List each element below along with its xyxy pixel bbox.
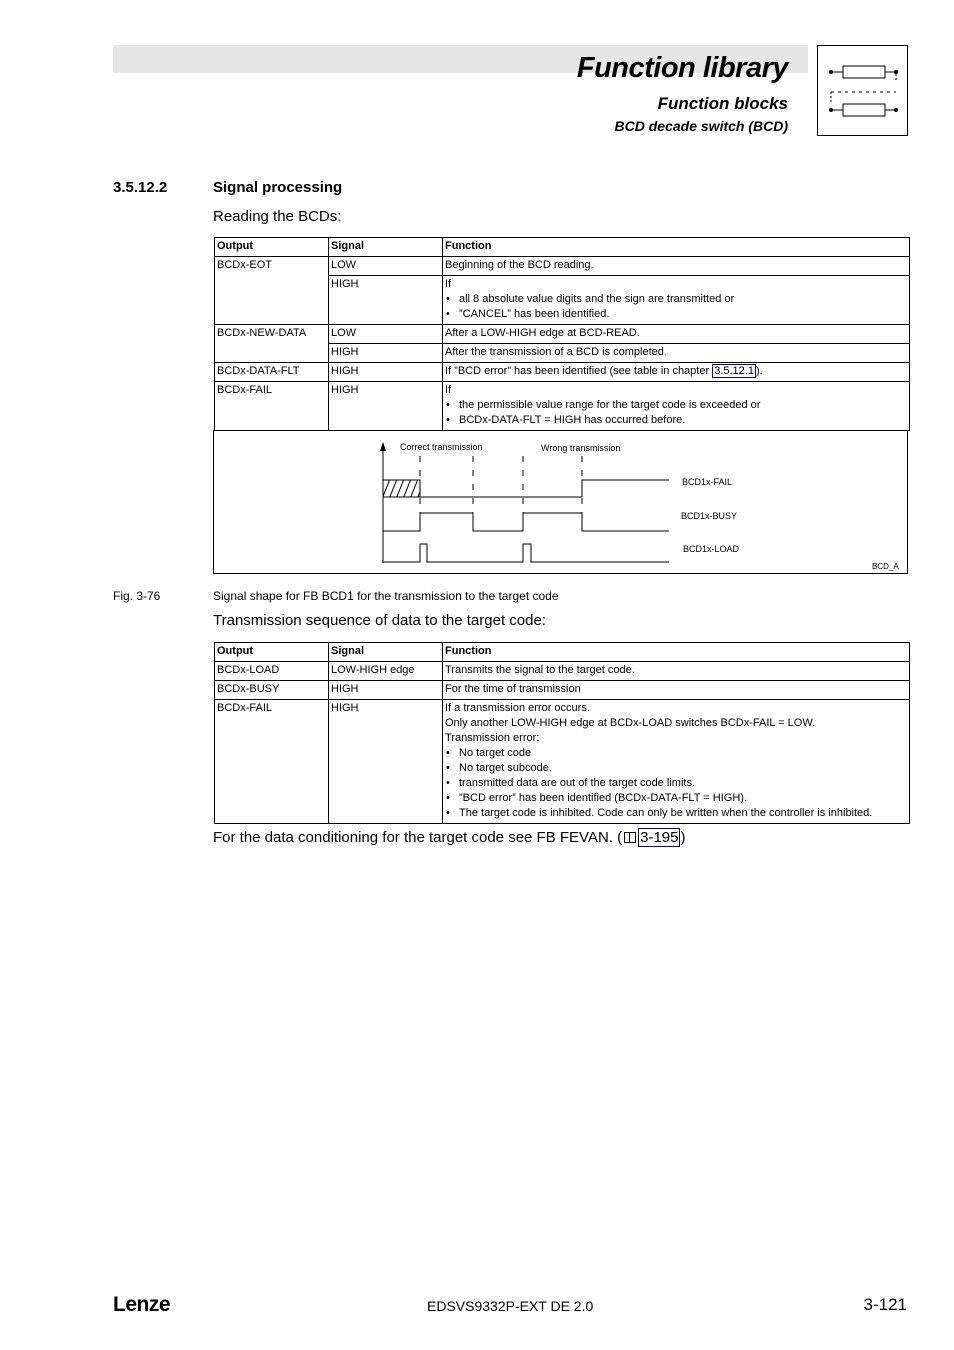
cell-text: If (445, 384, 452, 396)
undefined-hatch (382, 479, 425, 499)
cell-text: Only another LOW-HIGH edge at BCDx-LOAD switches BCDx-FAIL = LOW. (445, 717, 816, 729)
cell-output: BCDx-FAIL (215, 382, 329, 431)
label-busy: BCD1x-BUSY (681, 511, 738, 521)
bullet-item: • No target subcode. (445, 761, 907, 776)
page-subtitle: Function blocks (657, 94, 788, 113)
cell-signal: HIGH (329, 700, 443, 824)
col-header-output: Output (215, 238, 329, 257)
page-link[interactable]: 3-195 (640, 829, 679, 846)
table-header-row (215, 643, 910, 662)
label-load: BCD1x-LOAD (683, 544, 740, 554)
document-id: EDSVS9332P-EXT DE 2.0 (427, 1298, 594, 1314)
cell-function: After a LOW-HIGH edge at BCD-READ. (443, 325, 910, 344)
cell-signal: HIGH (329, 681, 443, 700)
bullet-item: • ”CANCEL” has been identified. (445, 307, 907, 322)
time-markers (420, 456, 582, 531)
cell-signal: LOW (329, 257, 443, 276)
label-correct: Correct transmission (400, 442, 483, 452)
conditioning-note (213, 829, 685, 846)
signal-timing-figure (213, 430, 908, 574)
function-block-icon (817, 45, 908, 136)
table-row (215, 257, 910, 276)
table-row (215, 662, 910, 681)
cell-text: If a transmission error occurs. (445, 702, 590, 714)
bullet-item: • BCDx-DATA-FLT = HIGH has occurred before. (445, 413, 907, 428)
cell-function: Beginning of the BCD reading. (443, 257, 910, 276)
intro-text: Reading the BCDs: (213, 208, 342, 225)
load-signal-trace (383, 544, 669, 562)
table-row (215, 700, 910, 824)
cell-signal: HIGH (329, 382, 443, 431)
cell-function (443, 363, 910, 382)
label-wrong: Wrong transmission (541, 443, 621, 453)
table-row (215, 382, 910, 431)
cell-function: Transmits the signal to the target code. (443, 662, 910, 681)
section-number: 3.5.12.2 (113, 179, 168, 196)
page-number: 3-121 (863, 1295, 907, 1314)
bullet-item: • transmitted data are out of the target code limits. (445, 776, 907, 791)
col-header-output: Output (215, 643, 329, 662)
note-text: For the data conditioning for the target code see FB FEVAN. ( (213, 829, 623, 846)
label-fail: BCD1x-FAIL (682, 477, 733, 487)
cell-signal: LOW (329, 325, 443, 344)
cell-function (443, 700, 910, 824)
cell-signal: HIGH (329, 363, 443, 382)
cell-output: BCDx-LOAD (215, 662, 329, 681)
cell-function: For the time of transmission (443, 681, 910, 700)
figure-number: Fig. 3-76 (113, 589, 161, 603)
chapter-link[interactable]: 3.5.12.1 (714, 365, 754, 377)
cell-function (443, 382, 910, 431)
bullet-item: • The target code is inhibited. Code can only be written when the controller is inhibited. (445, 806, 907, 821)
figure-id: BCD_A (872, 562, 899, 571)
cell-signal: HIGH (329, 276, 443, 325)
cell-signal: HIGH (329, 344, 443, 363)
col-header-signal: Signal (329, 238, 443, 257)
col-header-signal: Signal (329, 643, 443, 662)
bullet-item: • the permissible value range for the target code is exceeded or (445, 398, 907, 413)
book-icon (624, 832, 636, 843)
cell-function: After the transmission of a BCD is completed. (443, 344, 910, 363)
table-header-row (215, 238, 910, 257)
cell-text: If (445, 278, 452, 290)
table-row (215, 363, 910, 382)
col-header-function: Function (443, 643, 910, 662)
cell-output: BCDx-EOT (215, 257, 329, 325)
page-subsubtitle: BCD decade switch (BCD) (614, 118, 788, 134)
transmission-table (214, 642, 910, 824)
page-title: Function library (576, 52, 788, 84)
cell-text: ). (755, 365, 763, 377)
transmission-intro: Transmission sequence of data to the target code: (213, 612, 546, 629)
figure-caption: Signal shape for FB BCD1 for the transmission to the target code (213, 589, 559, 603)
section-title: Signal processing (213, 179, 343, 196)
bcd-reading-table (214, 237, 910, 431)
busy-signal-trace (383, 513, 669, 531)
table-row (215, 325, 910, 344)
fail-signal-trace (383, 480, 669, 497)
bullet-item: • all 8 absolute value digits and the sign are transmitted or (445, 292, 907, 307)
axis-arrow (380, 442, 386, 451)
cell-text: Transmission error: (445, 732, 540, 744)
bullet-item: • ”BCD error” has been identified (BCDx-DATA-FLT = HIGH). (445, 791, 907, 806)
cell-signal: LOW-HIGH edge (329, 662, 443, 681)
cell-output: BCDx-DATA-FLT (215, 363, 329, 382)
col-header-function: Function (443, 238, 910, 257)
table-row (215, 681, 910, 700)
cell-output: BCDx-NEW-DATA (215, 325, 329, 363)
bullet-item: • No target code (445, 746, 907, 761)
cell-text: If ”BCD error” has been identified (see table in chapter (445, 365, 713, 377)
cell-output: BCDx-FAIL (215, 700, 329, 824)
cell-output: BCDx-BUSY (215, 681, 329, 700)
note-text: ) (680, 829, 686, 846)
lenze-logo: Lenze (113, 1293, 171, 1316)
cell-function (443, 276, 910, 325)
